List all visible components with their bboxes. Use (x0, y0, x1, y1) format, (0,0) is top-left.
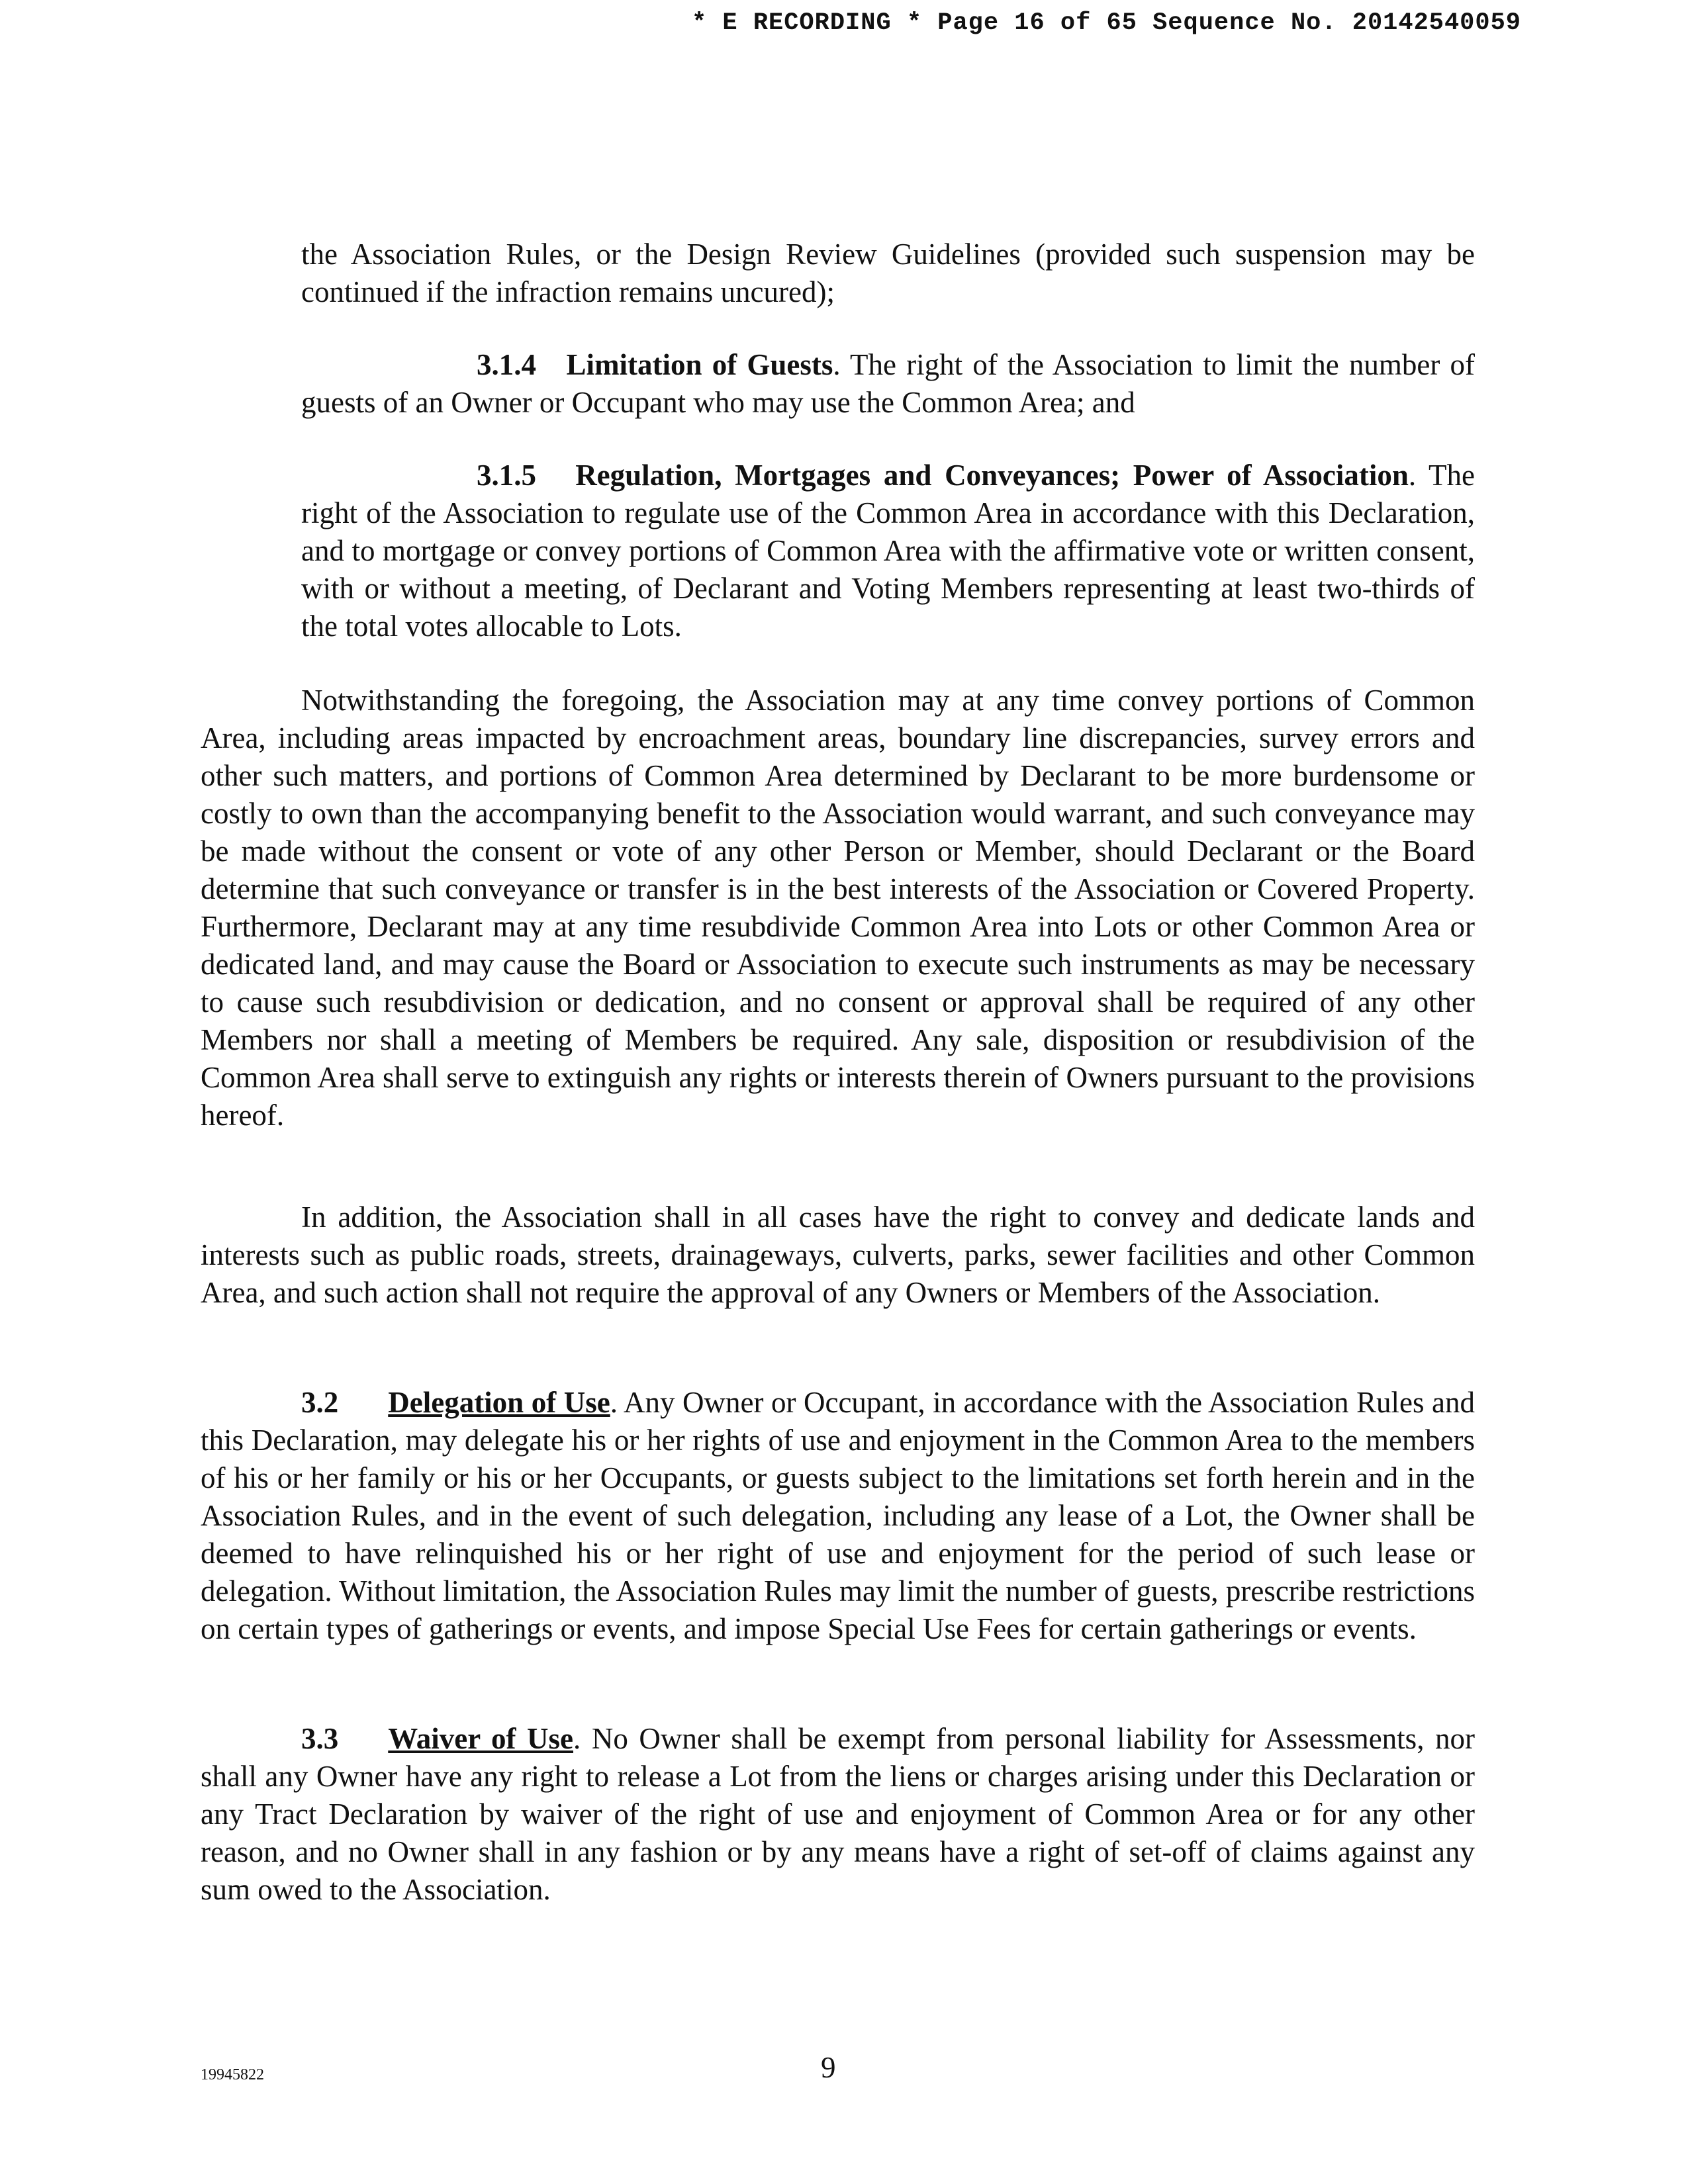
paragraph-text: In addition, the Association shall in all cases have the right to convey and dedicate lands and interests such as public roads, streets, drainageways, culverts, parks, sewer facilities and other Common Area, and such action shall not require the approval of any Owners or Members of the Association. (201, 1201, 1475, 1309)
section-3-1-5 (301, 457, 1475, 645)
continued-clause-text: the Association Rules, or the Design Review Guidelines (provided such suspension may be continued if the infraction remains uncured); (301, 238, 1475, 308)
section-title: Waiver of Use (388, 1722, 574, 1755)
section-text: . No Owner shall be exempt from personal liability for Assessments, nor shall any Owner have any right to release a Lot from the liens or charges arising under this Declaration or any Tract Declaration by waiver of the right of use and enjoyment of Common Area or for any other reason, and no Owner shall in any fashion or by any means have a right of set-off of claims against any sum owed to the Association. (201, 1722, 1475, 1906)
section-3-2 (201, 1384, 1475, 1648)
recording-header: * E RECORDING * Page 16 of 65 Sequence No. 20142540059 (692, 9, 1521, 37)
paragraph-in-addition (201, 1199, 1475, 1312)
section-text: . The right of the Association to regulate use of the Common Area in accordance with this Declaration, and to mortgage or convey portions of Common Area with the affirmative vote or written consent, with or without a meeting, of Declarant and Voting Members representing at least two-thirds of the total votes allocable to Lots. (301, 459, 1475, 643)
section-3-3 (201, 1720, 1475, 1909)
section-number: 3.2 (301, 1386, 339, 1419)
paragraph-notwithstanding (201, 682, 1475, 1134)
section-number: 3.3 (301, 1722, 339, 1755)
page-number: 9 (821, 2051, 836, 2084)
document-id: 19945822 (201, 2066, 264, 2083)
section-number: 3.1.4 (477, 348, 536, 381)
section-title: Limitation of Guests (566, 348, 833, 381)
section-number: 3.1.5 (477, 459, 536, 492)
section-text: . The right of the Association to limit the number of guests of an Owner or Occupant who may use the Common Area; and (301, 348, 1476, 419)
continued-clause (301, 236, 1475, 311)
section-title: Delegation of Use (388, 1386, 610, 1419)
section-3-1-4 (301, 346, 1475, 422)
paragraph-text: Notwithstanding the foregoing, the Association may at any time convey portions of Common Area, including areas impacted by encroachment areas, boundary line discrepancies, survey errors and other such matters, and portions of Common Area determined by Declarant to be more burdensome or costly to own than the accompanying benefit to the Association would warrant, and such conveyance may be made without the consent or vote of any other Person or Member, should Declarant or the Board determine that such conveyance or transfer is in the best interests of the Association or Covered Property. Furthermore, Declarant may at any time resubdivide Common Area into Lots or other Common Area or dedicated land, and may cause the Board or Association to execute such instruments as may be necessary to cause such resubdivision or dedication, and no consent or approval shall be required of any other Members nor shall a meeting of Members be required. Any sale, disposition or resubdivision of the Common Area shall serve to extinguish any rights or interests therein of Owners pursuant to the provisions hereof. (201, 684, 1475, 1132)
section-title: Regulation, Mortgages and Conveyances; Power of Association (575, 459, 1409, 492)
section-text: . Any Owner or Occupant, in accordance with the Association Rules and this Declaration, may delegate his or her rights of use and enjoyment in the Common Area to the members of his or her family or his or her Occupants, or guests subject to the limitations set forth herein and in the Association Rules, and in the event of such delegation, including any lease of a Lot, the Owner shall be deemed to have relinquished his or her right of use and enjoyment for the period of such lease or delegation. Without limitation, the Association Rules may limit the number of guests, prescribe restrictions on certain types of gatherings or events, and impose Special Use Fees for certain gatherings or events. (201, 1386, 1475, 1645)
